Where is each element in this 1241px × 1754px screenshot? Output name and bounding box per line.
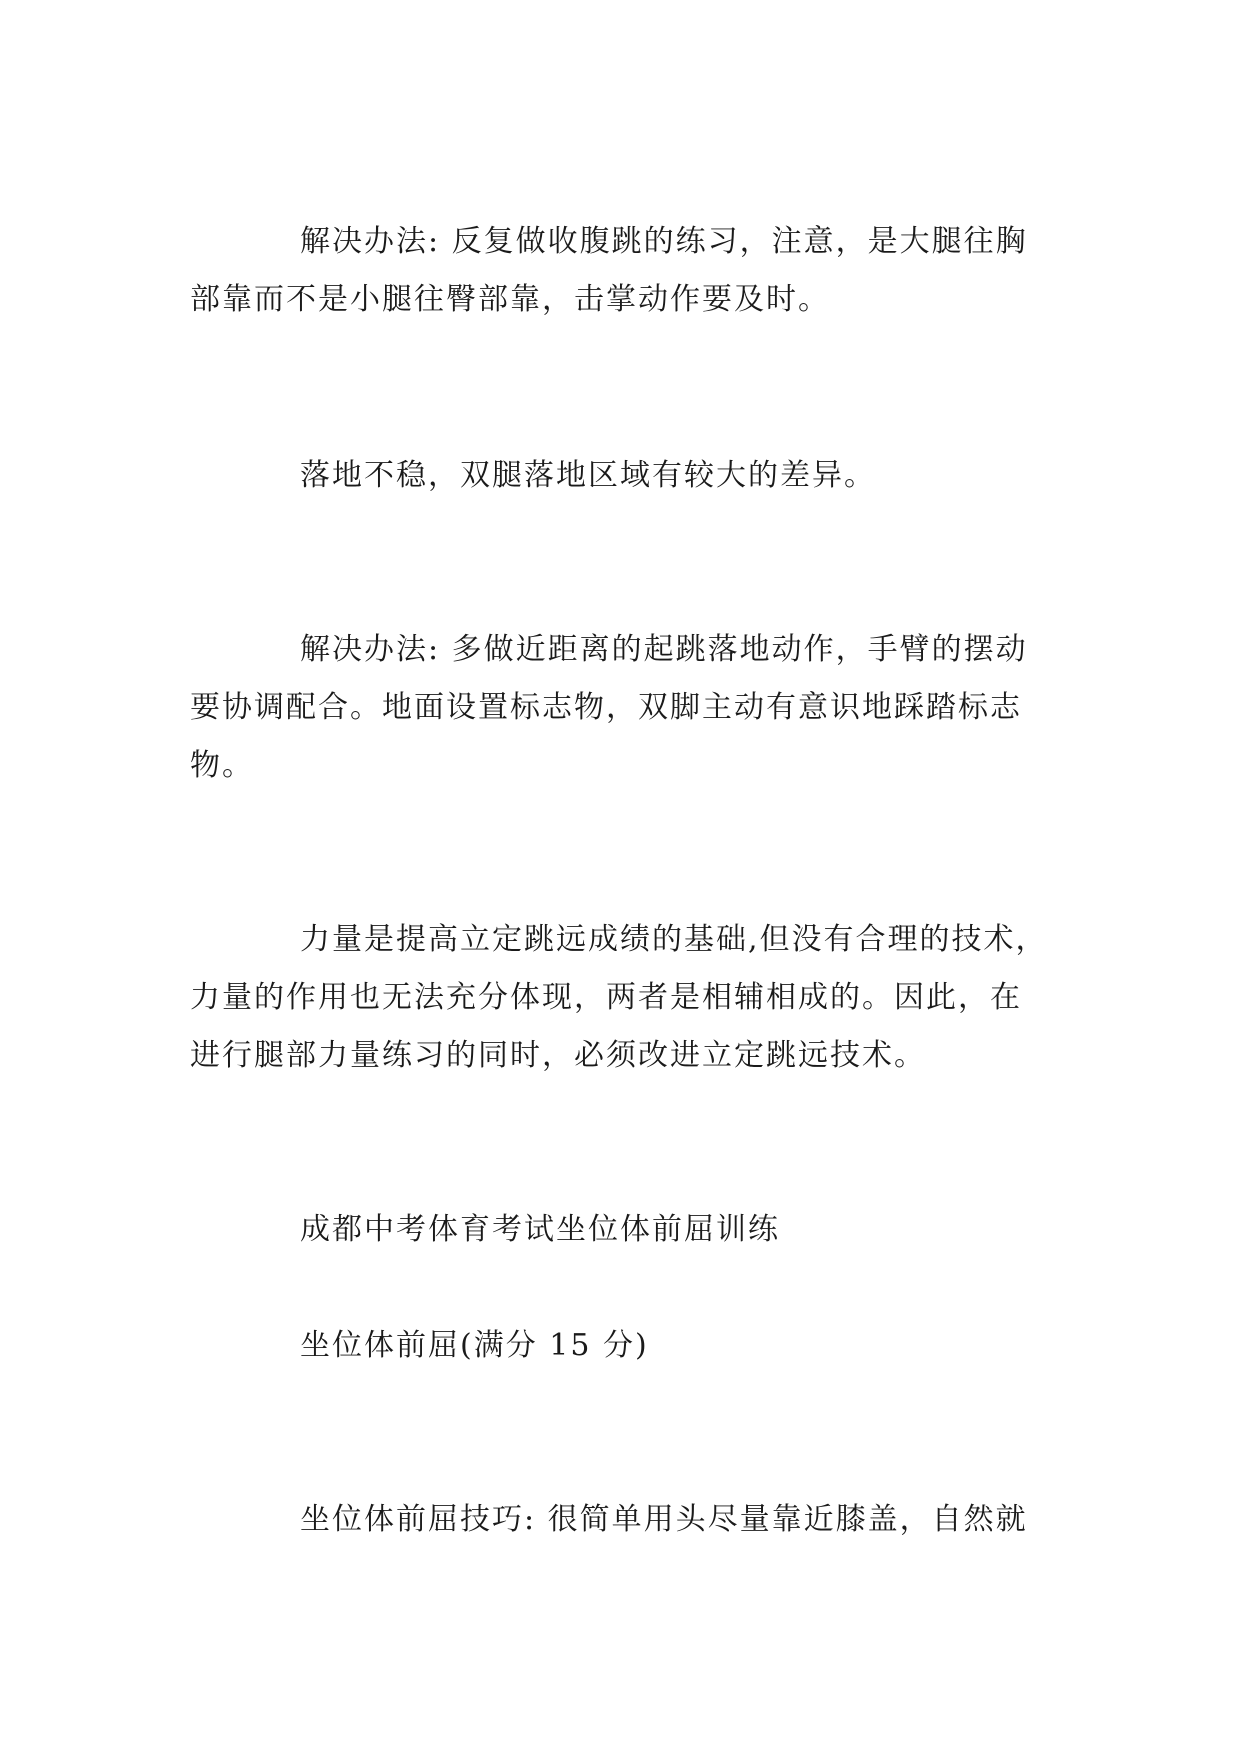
paragraph-3-line-2: 要协调配合。地面设置标志物，双脚主动有意识地踩踏标志	[190, 690, 1022, 725]
paragraph-1-line-1: 解决办法: 反复做收腹跳的练习，注意，是大腿往胸	[300, 224, 1028, 259]
paragraph-3-line-1: 解决办法: 多做近距离的起跳落地动作，手臂的摆动	[300, 632, 1028, 667]
subheading-full-score: 坐位体前屈(满分 15 分)	[300, 1328, 649, 1363]
paragraph-1-line-2: 部靠而不是小腿往臀部靠，击掌动作要及时。	[190, 282, 830, 317]
paragraph-2-line-1: 落地不稳，双腿落地区域有较大的差异。	[300, 458, 876, 493]
section-heading: 成都中考体育考试坐位体前屈训练	[300, 1212, 780, 1247]
paragraph-4-line-3: 进行腿部力量练习的同时，必须改进立定跳远技术。	[190, 1038, 926, 1073]
paragraph-4-line-2: 力量的作用也无法充分体现，两者是相辅相成的。因此，在	[190, 980, 1022, 1015]
paragraph-3-line-3: 物。	[190, 748, 254, 783]
paragraph-5-line-1: 坐位体前屈技巧: 很简单用头尽量靠近膝盖，自然就	[300, 1502, 1028, 1537]
paragraph-4-line-1: 力量是提高立定跳远成绩的基础,但没有合理的技术，	[300, 922, 1048, 957]
